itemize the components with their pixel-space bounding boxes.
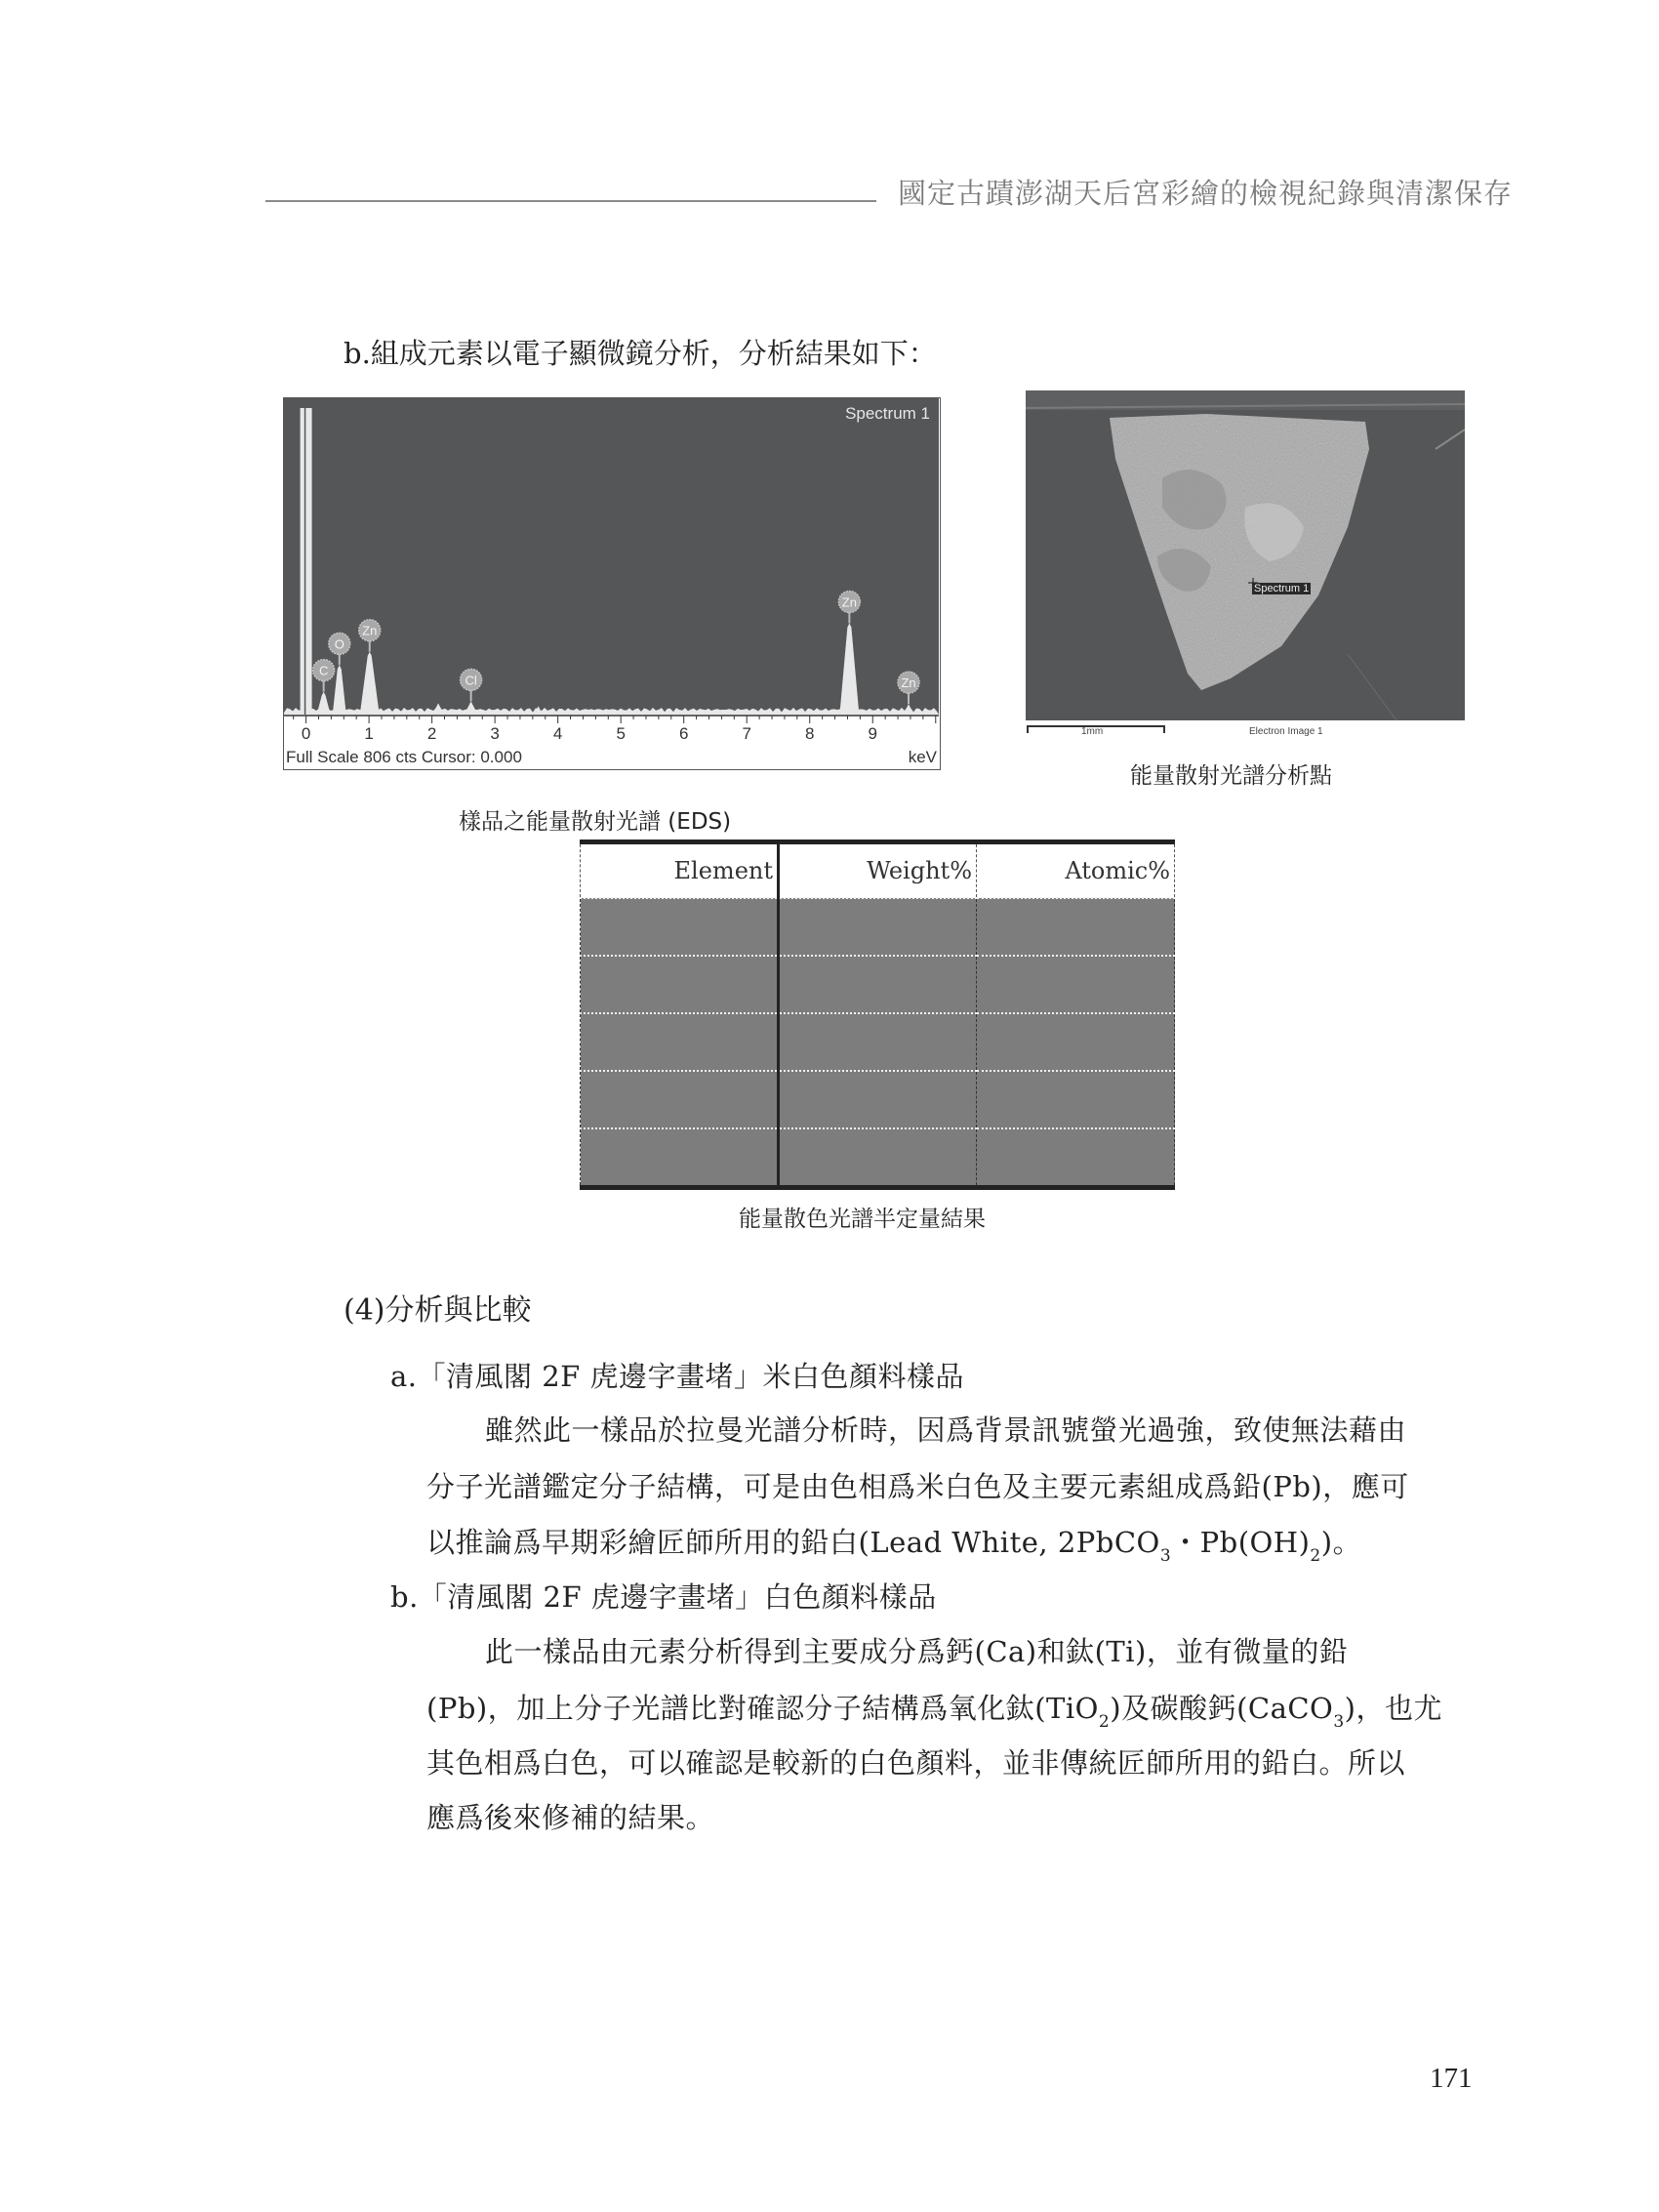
x-tick-label: 3 (490, 724, 500, 743)
eds-results-table (580, 840, 1175, 1190)
peak-label: Zn (362, 623, 378, 638)
sample-fragment-image (1026, 390, 1465, 720)
spectrum-footer: Full Scale 806 cts Cursor: 0.000 (286, 748, 522, 766)
table-cell (581, 1013, 779, 1071)
text: (Pb)，加上分子光譜比對確認分子結構爲氧化鈦(TiO (426, 1692, 1099, 1725)
item-a-title: a.「清風閣 2F 虎邊字畫堵」米白色顏料樣品 (390, 1360, 965, 1393)
peak-label: Cl (465, 673, 477, 688)
x-tick-label: 0 (301, 724, 311, 743)
spectrum-spot-label: Spectrum 1 (1254, 583, 1310, 594)
x-axis-unit: keV (908, 748, 937, 766)
table-row (581, 956, 1175, 1013)
subscript: 2 (1098, 1712, 1111, 1732)
subscript: 3 (1333, 1712, 1345, 1732)
x-tick-label: 5 (616, 724, 626, 743)
item-a-line-1: 雖然此一樣品於拉曼光譜分析時，因爲背景訊號螢光過強，致使無法藉由 (485, 1413, 1407, 1447)
peak (301, 408, 312, 715)
x-tick-label: 6 (678, 724, 689, 743)
table-cell (779, 1013, 977, 1071)
item-b-line-3: 其色相爲白色，可以確認是較新的白色顏料，並非傳統匠師所用的鉛白。所以 (426, 1746, 1406, 1780)
table-cell (581, 1071, 779, 1128)
table-cell (581, 956, 779, 1013)
x-tick-label: 9 (868, 724, 877, 743)
text: )。 (1320, 1526, 1362, 1559)
section-heading: (4)分析與比較 (344, 1293, 532, 1328)
subscript: 3 (1159, 1546, 1172, 1566)
item-b-line-4: 應爲後來修補的結果。 (426, 1801, 715, 1834)
table-cell (779, 956, 977, 1013)
scale-bar-label: 1mm (1081, 726, 1104, 737)
header-rule (265, 200, 876, 202)
table-cell (581, 1128, 779, 1185)
peak-label: Zn (901, 676, 916, 691)
running-header-title: 國定古蹟澎湖天后宮彩繪的檢視紀錄與清潔保存 (898, 177, 1514, 210)
eds-caption: 樣品之能量散射光譜 (EDS) (459, 809, 732, 835)
text: )，也尤 (1344, 1692, 1442, 1725)
x-tick-label: 7 (742, 724, 751, 743)
table-row (581, 898, 1175, 956)
x-tick-label: 1 (364, 724, 374, 743)
table-row (581, 1128, 1175, 1185)
column-header-atomic: Atomic% (977, 844, 1175, 898)
column-header-element: Element (581, 844, 779, 898)
x-tick-label: 2 (426, 724, 437, 743)
electron-image-label: Electron Image 1 (1249, 726, 1323, 737)
peak-label: C (318, 663, 329, 678)
table-cell (779, 1128, 977, 1185)
item-b-line-2 (426, 1687, 1442, 1732)
spectrum-plot (284, 398, 939, 768)
intro-line: b.組成元素以電子顯微鏡分析，分析結果如下： (344, 337, 937, 370)
x-tick-label: 8 (805, 724, 815, 743)
eds-spectrum-chart (283, 397, 941, 770)
table-row (581, 1071, 1175, 1128)
sem-caption: 能量散射光譜分析點 (1130, 763, 1332, 789)
item-b-title: b.「清風閣 2F 虎邊字畫堵」白色顏料樣品 (390, 1580, 937, 1614)
table-cell (977, 1071, 1175, 1128)
item-a-line-3 (426, 1521, 1362, 1566)
item-b-line-1: 此一樣品由元素分析得到主要成分爲鈣(Ca)和鈦(Ti)，並有微量的鉛 (485, 1635, 1349, 1668)
text: 以推論爲早期彩繪匠師所用的鉛白(Lead White, 2PbCO (426, 1526, 1160, 1559)
peak-label: Zn (841, 594, 857, 610)
subscript: 2 (1310, 1546, 1321, 1566)
item-a-line-2: 分子光譜鑑定分子結構，可是由色相爲米白色及主要元素組成爲鉛(Pb)，應可 (426, 1470, 1409, 1503)
text: )及碳酸鈣(CaCO (1110, 1692, 1334, 1725)
sem-electron-image (1026, 390, 1465, 720)
table-row (581, 1013, 1175, 1071)
table-cell (977, 1128, 1175, 1185)
table-cell (581, 898, 779, 956)
table-cell (779, 898, 977, 956)
x-tick-label: 4 (552, 724, 563, 743)
table-cell (779, 1071, 977, 1128)
table-caption: 能量散色光譜半定量結果 (739, 1207, 986, 1232)
table-header-row (581, 844, 1175, 898)
page-number: 171 (1430, 2063, 1473, 2094)
plot-background (284, 398, 939, 715)
text: ・Pb(OH) (1171, 1526, 1311, 1559)
spectrum-title: Spectrum 1 (845, 404, 930, 423)
table-cell (977, 956, 1175, 1013)
table-cell (977, 1013, 1175, 1071)
table-cell (977, 898, 1175, 956)
peak-label: O (334, 636, 344, 652)
column-header-weight: Weight% (779, 844, 977, 898)
